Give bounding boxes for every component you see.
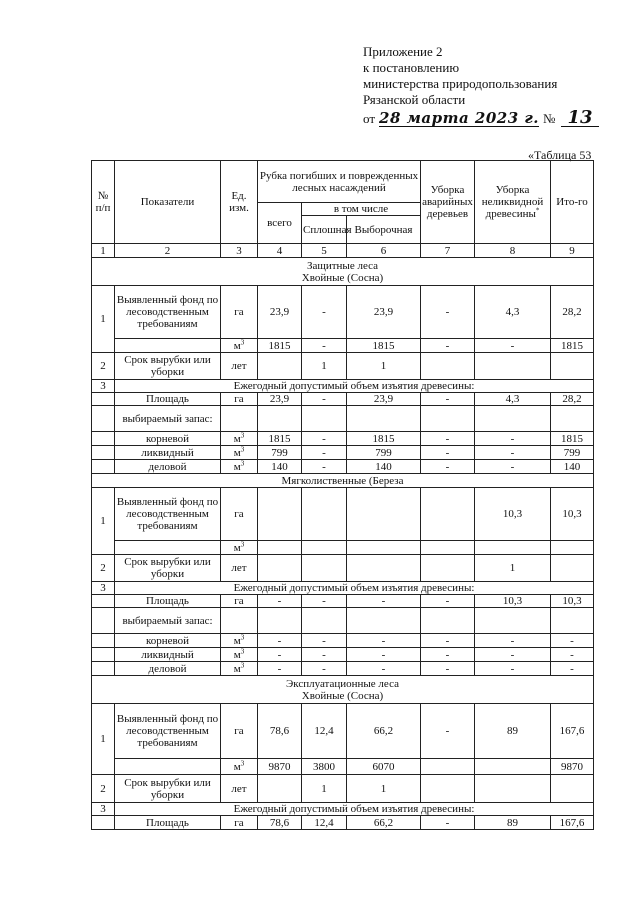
colnum: 8 bbox=[475, 244, 551, 258]
row-label: корневой bbox=[115, 432, 221, 446]
data-table bbox=[91, 160, 594, 830]
table-row: корневой $м^3$ 1815 - 1815 - - 1815 bbox=[92, 432, 594, 446]
table-row: 1 Выявленный фонд по лесоводственным требованиям га 10,3 10,3 bbox=[92, 488, 594, 541]
section-subtitle: Хвойные (Сосна) bbox=[301, 271, 384, 284]
table-row: 1 Выявленный фонд по лесоводственным требованиям га 78,6 12,4 66,2 - 89 167,6 bbox=[92, 704, 594, 759]
table-row: 3 Ежегодный допустимый объем изъятия древесины: bbox=[92, 380, 594, 393]
table-row: корневой $м^3$ - - - - - - bbox=[92, 634, 594, 648]
table-row: $м^3$ 9870 3800 6070 9870 bbox=[92, 759, 594, 775]
table-row bbox=[92, 406, 594, 432]
colnum: 2 bbox=[115, 244, 221, 258]
head-all: всего bbox=[258, 203, 302, 244]
row-label: Срок вырубки или уборки bbox=[115, 775, 221, 803]
section-subtitle: Хвойные (Сосна) bbox=[301, 689, 384, 702]
colnum: 6 bbox=[347, 244, 421, 258]
table-row: 2 Срок вырубки или уборки лет 1 1 bbox=[92, 353, 594, 380]
number-label: № bbox=[543, 111, 556, 126]
row-label: ликвидный bbox=[115, 648, 221, 662]
head-felling: Рубка погибших и поврежденных лесных насаждений bbox=[258, 161, 421, 203]
head-solid: Сплошная bbox=[302, 216, 347, 244]
row-label: Выявленный фонд по лесоводственным требованиям bbox=[115, 488, 221, 541]
head-total: Ито-го bbox=[551, 161, 594, 244]
table-row: 1 Выявленный фонд по лесоводственным требованиям га 23,9 - 23,9 - 4,3 28,2 bbox=[92, 286, 594, 339]
head-emergency: Уборка аварийных деревьев bbox=[421, 161, 475, 244]
head-selective: Выборочная bbox=[347, 216, 421, 244]
table-row: деловой $м^3$ 140 - 140 - - 140 bbox=[92, 460, 594, 474]
table-row: 3 Ежегодный допустимый объем изъятия древесины: bbox=[92, 803, 594, 816]
header-line-3: министерства природопользования bbox=[363, 76, 558, 91]
header-line-2: к постановлению bbox=[363, 60, 460, 75]
section-row bbox=[92, 258, 594, 286]
row-label: деловой bbox=[115, 460, 221, 474]
table-row bbox=[92, 608, 594, 634]
table-row: 2 Срок вырубки или уборки лет 1 1 bbox=[92, 775, 594, 803]
row-label: Ежегодный допустимый объем изъятия древесины: bbox=[115, 803, 594, 816]
head-illiquid: Уборка неликвидной древесины* bbox=[475, 161, 551, 244]
row-label: Срок вырубки или уборки bbox=[115, 555, 221, 582]
section-title: Защитные леса bbox=[306, 259, 378, 272]
row-label: деловой bbox=[115, 662, 221, 676]
table-row: деловой $м^3$ - - - - - - bbox=[92, 662, 594, 676]
row-label: Площадь bbox=[115, 816, 221, 830]
table-row: ликвидный $м^3$ 799 - 799 - - 799 bbox=[92, 446, 594, 460]
section-row bbox=[92, 676, 594, 704]
row-label: Срок вырубки или уборки bbox=[115, 353, 221, 380]
row-label: Выявленный фонд по лесоводственным требованиям bbox=[115, 704, 221, 759]
handwritten-number: 13 bbox=[561, 110, 598, 127]
section-title: Эксплуатационные леса bbox=[286, 677, 399, 690]
header-date-line bbox=[363, 107, 599, 128]
table-row: Площадь га 23,9 - 23,9 - 4,3 28,2 bbox=[92, 393, 594, 406]
from-label: от bbox=[363, 111, 376, 126]
colnum: 5 bbox=[302, 244, 347, 258]
colnum: 4 bbox=[258, 244, 302, 258]
section-title: Мягколиственные (Береза bbox=[92, 474, 594, 488]
table-row: $м^3$ 1815 - 1815 - - 1815 bbox=[92, 339, 594, 353]
head-including: в том числе bbox=[302, 203, 421, 216]
colnum: 9 bbox=[551, 244, 594, 258]
header-row-1 bbox=[92, 161, 594, 203]
table-caption: «Таблица 53 bbox=[528, 148, 592, 162]
head-num: № п/п bbox=[92, 161, 115, 244]
handwritten-date: 28 марта 2023 г. bbox=[379, 109, 540, 127]
header-line-4: Рязанской области bbox=[363, 92, 466, 107]
table-row: 3 Ежегодный допустимый объем изъятия древесины: bbox=[92, 582, 594, 595]
colnum: 1 bbox=[92, 244, 115, 258]
row-label: ликвидный bbox=[115, 446, 221, 460]
row-label: Ежегодный допустимый объем изъятия древесины: bbox=[115, 582, 594, 595]
table-row: Площадь га - - - - 10,3 10,3 bbox=[92, 595, 594, 608]
head-indicators: Показатели bbox=[115, 161, 221, 244]
table-row: Площадь га 78,6 12,4 66,2 - 89 167,6 bbox=[92, 816, 594, 830]
head-unit: Ед. изм. bbox=[221, 161, 258, 244]
table-row: ликвидный $м^3$ - - - - - - bbox=[92, 648, 594, 662]
header-line-1: Приложение 2 bbox=[363, 44, 443, 59]
section-row bbox=[92, 474, 594, 488]
row-label: Площадь bbox=[115, 595, 221, 608]
row-label: Выявленный фонд по лесоводственным требованиям bbox=[115, 286, 221, 339]
row-label: выбираемый запас: bbox=[115, 406, 221, 432]
row-label: Площадь bbox=[115, 393, 221, 406]
row-label: выбираемый запас: bbox=[115, 608, 221, 634]
row-label: корневой bbox=[115, 634, 221, 648]
table-row: $м^3$ bbox=[92, 541, 594, 555]
row-label: Ежегодный допустимый объем изъятия древесины: bbox=[115, 380, 594, 393]
colnum: 3 bbox=[221, 244, 258, 258]
table-row: 2 Срок вырубки или уборки лет 1 bbox=[92, 555, 594, 582]
column-numbers-row bbox=[92, 244, 594, 258]
colnum: 7 bbox=[421, 244, 475, 258]
document-header bbox=[363, 44, 599, 127]
